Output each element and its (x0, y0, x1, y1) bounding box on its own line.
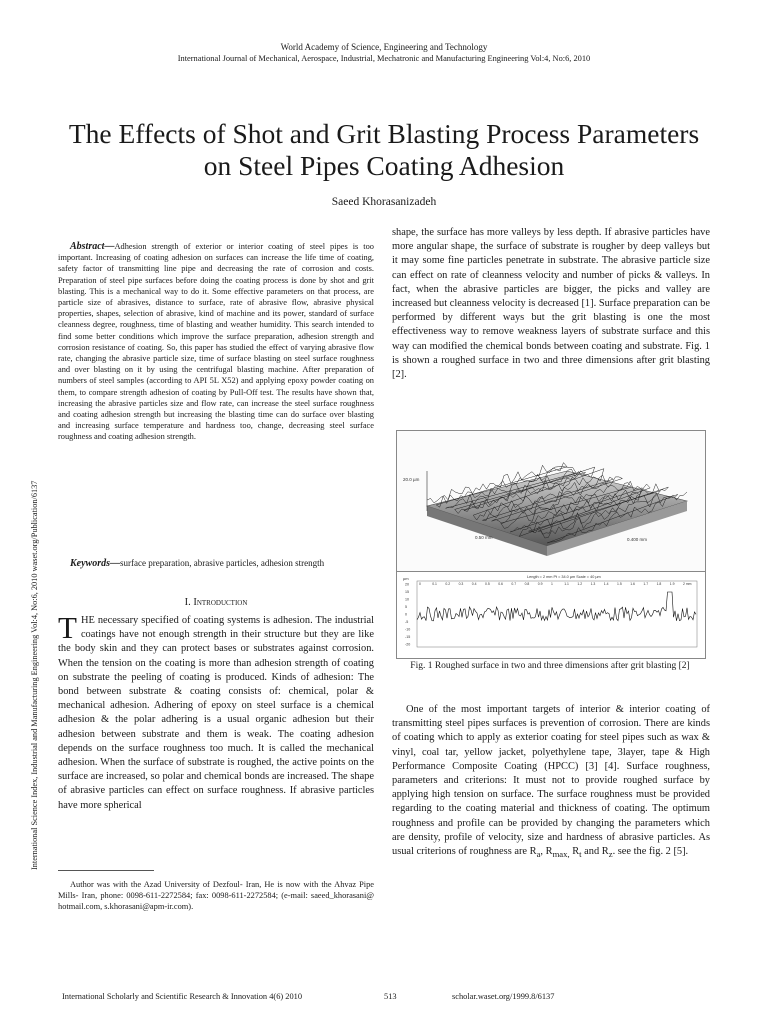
author-name: Saeed Khorasanizadeh (331, 196, 437, 208)
y-tick-label: -5 (405, 620, 409, 624)
y-tick-label: 10 (405, 597, 409, 602)
figure-3d-surface (396, 430, 706, 587)
x-tick-label: 1.5 (617, 582, 622, 586)
rz-subscript: z (608, 849, 613, 860)
page-number: 513 (384, 992, 397, 1001)
y-tick-label: -20 (405, 642, 411, 647)
keywords (58, 558, 374, 569)
x-tick-label: 0.5 (485, 582, 490, 586)
drop-cap: T (58, 610, 77, 645)
figure-2d-profile (396, 571, 706, 659)
rt-subscript: t (579, 849, 582, 860)
x-tick-label: 0.1 (432, 582, 437, 586)
sidebar-citation: International Science Index, Industrial and Manufacturing Engineering Vol:4, No:6, 2010 waset.org/Publication/6137 (30, 480, 39, 870)
intro-text: HE necessary specified of coating systems is adhesion. The industrial coatings have not enough strength in their structure but they are like the body skin and they can protect bases or substrates against corrosion. When the tension on the coating is more than adhesion strength of coating on substrate the peeling of coating is produced. Kinds of adhesion: The bond between substrate & coating consists of: chemical, polar & mechanical adhesion. Adhering of epoxy on steel surface is a chemical adhesion & the polar adhering is a usual organic adhesion but their adhesion between substrate and them is weak. The coating adhesion depends on the surface roughness too much. It is called the mechanical adhesion. When the surface of substrate is roughed, the active points on the surface are increased, so polar and chemical bonds are increased. The shape of abrasive particles can effect on surface roughness. If abrasive particles have more spherical (58, 615, 374, 811)
para2-text: One of the most important targets of interior & interior coating of transmitting steel pipes surfaces is prevention of corrosion. There are kinds of coating which to apply as exterior coating for steel pipes such as wax & vinyl, coal tar, yellow jacket, polyethylene tape, 3layer, tape & High Performance Composite Coating (HPCC) [3] [4]. Surface roughness, parameters and criterions: It must not to provide roughed surface by applying high tension on surface. The surface roughness must be provided regarding to the coating material and thickness of coating. The optimum roughness and profile can be provided by changing the parameters which are density, profile of velocity, size and hardness of abrasive particles. As usual criterions of roughness are R (392, 704, 710, 858)
right-column-paragraph-2 (392, 703, 710, 861)
sep-3: and R (581, 846, 609, 858)
x-tick-label: 0.2 (445, 582, 451, 586)
y-tick-label: 20 (405, 582, 409, 587)
x-tick-label: 0.6 (498, 582, 503, 586)
ra-subscript: a (536, 849, 541, 860)
x-tick-label: 0.9 (537, 582, 543, 586)
y-tick-label: 5 (405, 605, 407, 609)
sep-2: R (569, 846, 580, 858)
footer-doi: scholar.waset.org/1999.8/6137 (452, 992, 555, 1001)
y-axis-label: 0.400 mm (627, 537, 648, 542)
x-tick-label: 2 mm (683, 582, 692, 586)
figure-caption: Fig. 1 Roughed surface in two and three dimensions after grit blasting [2] (410, 661, 690, 671)
journal-name: International Journal of Mechanical, Aerospace, Industrial, Mechatronic and Manufacturing Engineering Vol:4, No:6, 2010 (177, 54, 591, 63)
abstract (58, 241, 374, 443)
abstract-text: Adhesion strength of exterior or interior coating of steel pipes is too important. Increasing of coating adhesion on surfaces can increase the life time of coating, safety factor of transmitting line pipe and decreasing the rate of corrosion and costs. Preparation of steel pipe surfaces before doing the coating process is done by shot and grit blasting. This is a mechanical way to do it. Some effective parameters on that process, are particle size of abrasives, distance to surface, rate of abrasive flow, abrasive physical properties, shapes, selection of abrasive, kind of machine and its power, standard of surface cleanness degree, roughness, time of blasting and weather humidity. This search intended to find some better conditions which improve the surface preparation, adhesion strength and corrosion resistance of coating. So, this paper has studied the effect of varying abrasive flow rate, changing the abrasive particle size, time of surface blasting on steel surface roughness and over blasting on it by using the centrifugal blasting machine. After preparation of numbers of steel samples (according to API 5L X52) and applying epoxy powder coating on them, to compare strength adhesion of coating by Pull-Off test. The results have shown that, increasing the abrasive particles size and flow rate, can increase the steel surface roughness and coating adhesion strength but increasing the blasting time can do surface over blasting and increasing surface temperature and hardness too, change, decreasing steel surface roughness and coating adhesion strength. (58, 242, 374, 442)
x-tick-label: 0.4 (471, 582, 477, 586)
x-tick-label: 1.2 (577, 582, 583, 586)
sep-1: , R (540, 846, 553, 858)
x-tick-label: 1.8 (656, 582, 662, 586)
profile-title: Length = 2 mm Pt = 34.0 µm Scale = 40 µm (527, 575, 601, 579)
right-column-paragraph: shape, the surface has more valleys by less depth. If abrasive particles have more angular shape, the surface of substrate is rougher by deep valleys but it may some fine particles penetrate in substrate. The abrasive particle size can effect on rate of cleanness velocity and number of picks & valleys. In fact, when the abrasive particles are bigger, the picks and valley are increased but cleanness velocity is decreased [1]. Surface preparation can be performed by different ways but the grit blasting is one the most effectiveness way to remove weakness layers of substrate surface and this way can modified the chemical bonds between coating and substrate. Fig. 1 is shown a roughed surface in two and three dimensions after grit blasting [2]. (392, 227, 710, 381)
profile-plot (397, 572, 705, 658)
x-tick-label: 0.7 (511, 582, 517, 586)
x-tick-label: 1.1 (564, 582, 569, 586)
x-tick-label: 0.3 (458, 582, 464, 586)
x-axis-label: 0.50 mm (475, 535, 493, 540)
x-tick-label: 1.3 (590, 582, 596, 586)
x-tick-label: 1.6 (630, 582, 635, 586)
keywords-label: Keywords— (70, 558, 120, 569)
z-scale-label: 20.0 µm (403, 477, 420, 482)
y-tick-label: -15 (405, 635, 411, 639)
section-heading: I. Introduction (184, 597, 248, 608)
y-tick-label: 15 (405, 590, 409, 594)
x-tick-label: 0.8 (524, 582, 530, 586)
x-tick-label: 1.4 (603, 582, 609, 586)
y-tick-label: 0 (405, 612, 407, 617)
x-tick-label: 1.9 (669, 582, 675, 586)
footnote-divider (58, 870, 154, 871)
keywords-text: surface preparation, abrasive particles, adhesion strength (120, 558, 325, 568)
x-tick-label: 1 (551, 582, 553, 586)
profile-unit: µm (403, 576, 409, 581)
x-tick-label: 1.7 (643, 582, 649, 586)
journal-publisher: World Academy of Science, Engineering and Technology (280, 42, 488, 52)
rmax-subscript: max, (552, 849, 570, 860)
footer-publisher: International Scholarly and Scientific Research & Innovation 4(6) 2010 (62, 992, 303, 1001)
para2-end: . see the fig. 2 [5]. (612, 846, 689, 858)
intro-paragraph (58, 610, 374, 813)
author-footnote: Author was with the Azad University of Dezfoul- Iran, He is now with the Ahvaz Pipe Mills- Iran, phone: 0098-611-2272584; fax: 0098-611-2272584; (e-mail: saeed_khorasani@ hotmail.com, s.khorasani@apm-ir.com). (58, 880, 374, 912)
surface-3d-image (397, 431, 705, 571)
abstract-label: Abstract— (70, 241, 115, 252)
paper-title: The Effects of Shot and Grit Blasting Process Parameters on Steel Pipes Coating Adhesion (68, 118, 700, 181)
y-tick-label: -10 (405, 627, 411, 632)
x-tick-label: 0 (419, 582, 421, 586)
